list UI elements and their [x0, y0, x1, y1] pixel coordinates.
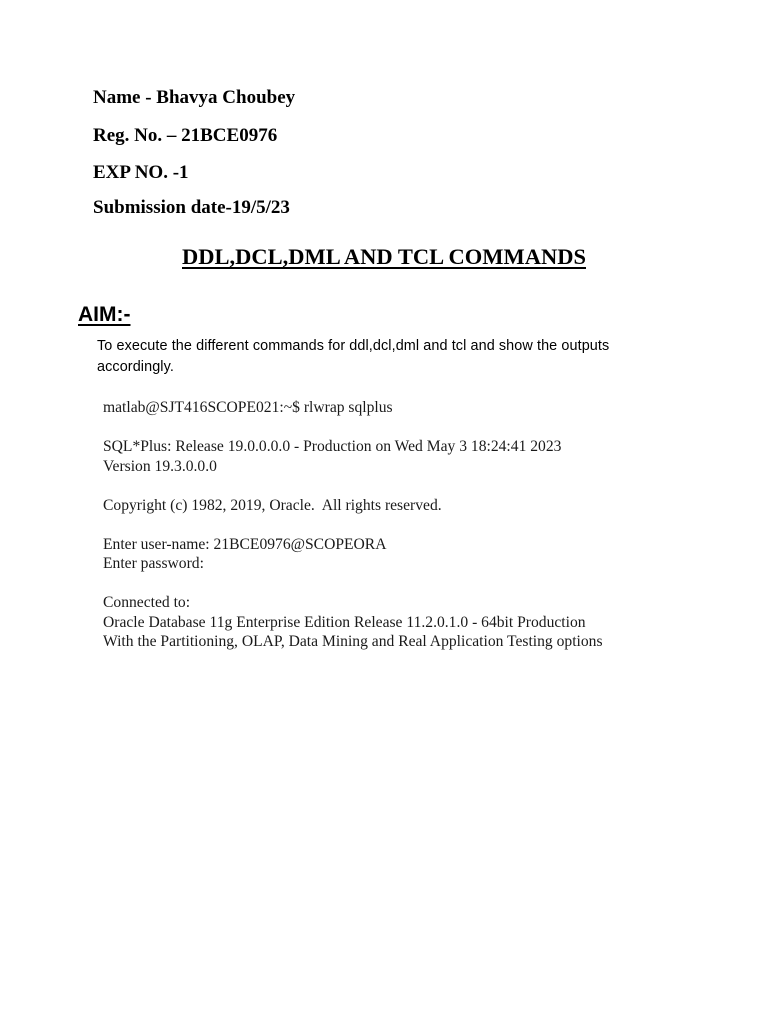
aim-heading-text: AIM:- [78, 303, 131, 326]
experiment-number: EXP NO. -1 [93, 162, 189, 183]
terminal-password-line: Enter password: [103, 555, 204, 572]
terminal-database-line: Oracle Database 11g Enterprise Edition Release 11.2.0.1.0 - 64bit Production [103, 613, 586, 631]
terminal-release-line: SQL*Plus: Release 19.0.0.0.0 - Production on Wed May 3 18:24:41 2023 [103, 438, 562, 455]
submission-date: Submission date-19/5/23 [93, 197, 290, 218]
terminal-connected-line: Connected to: [103, 594, 191, 611]
terminal-prompt-line: matlab@SJT416SCOPE021:~$ rlwrap sqlplus [103, 399, 393, 416]
terminal-options-line: With the Partitioning, OLAP, Data Mining and Real Application Testing options [103, 633, 603, 650]
terminal-username-line: Enter user-name: 21BCE0976@SCOPEORA [103, 535, 387, 553]
document-title [0, 244, 768, 270]
registration-number: Reg. No. – 21BCE0976 [93, 125, 278, 146]
terminal-copyright-line: Copyright (c) 1982, 2019, Oracle. All rights reserved. [103, 496, 442, 514]
student-name: Name - Bhavya Choubey [93, 87, 296, 108]
terminal-output-screenshot [103, 398, 703, 652]
terminal-version-line: Version 19.3.0.0.0 [103, 457, 217, 475]
aim-heading [78, 302, 130, 328]
document-title-text: DDL,DCL,DML AND TCL COMMANDS [182, 244, 586, 269]
aim-description: To execute the different commands for ddl,dcl,dml and tcl and show the outputs accordingly. [97, 338, 610, 375]
